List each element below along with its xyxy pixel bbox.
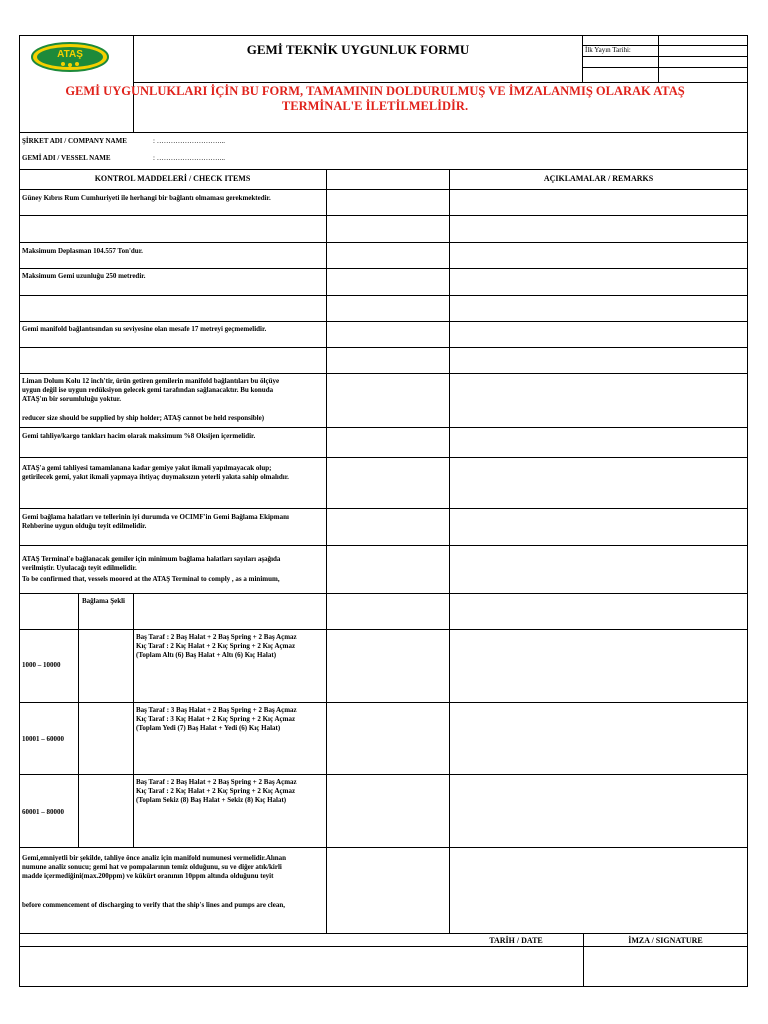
check-item: To be confirmed that, vessels moored at the ATAŞ Terminal to comply , as a minimum, — [22, 575, 280, 583]
vessel-name-field[interactable]: : ………………………... — [153, 154, 225, 162]
check-item: reducer size should be supplied by ship holder; ATAŞ cannot be held responsible) — [22, 414, 265, 422]
company-name-label: ŞİRKET ADI / COMPANY NAME — [22, 137, 127, 145]
table-header-line — [19, 189, 748, 190]
mooring-range: 1000 – 10000 — [22, 661, 61, 669]
check-item: Maksimum Deplasman 104.557 Ton'dur. — [22, 247, 143, 255]
row-line — [19, 347, 748, 348]
header-divider-meta2 — [658, 35, 659, 82]
row-line — [19, 933, 748, 934]
row-line — [19, 593, 748, 594]
header-divider-meta — [582, 35, 583, 82]
row-line — [19, 702, 748, 703]
row-line — [19, 242, 748, 243]
check-item: Gemi manifold bağlantısından su seviyesine olan mesafe 17 metreyi geçmemelidir. — [22, 325, 267, 333]
mooring-range: 10001 – 60000 — [22, 735, 64, 743]
row-line — [19, 268, 748, 269]
first-issue-date-label: İlk Yayın Tarihi: — [585, 46, 631, 54]
check-item: Gemi bağlama halatları ve tellerinin iyi durumda ve OCIMF'in Gemi Bağlama Ekipmanı Rehberine uygun olduğu teyit edilmelidir. — [22, 513, 289, 530]
final-check-item-tr: Gemi,emniyetli bir şekilde, tahliye önce analiz için manifold numunesi vermelidir.Alınan numune analiz sonucu; gemi hat ve pompalarının temiz olduğunu, su ve diğer atık/kirli madde içermediğini(max.200ppm) ve kükürt oranının 10ppm altında olduğunu teyit — [22, 854, 287, 880]
row-line — [19, 295, 748, 296]
ataş-logo — [30, 40, 110, 74]
meta-line-3 — [582, 67, 748, 68]
remarks-header: AÇIKLAMALAR / REMARKS — [543, 174, 654, 183]
table-top-line — [19, 169, 748, 170]
mooring-header: Bağlama Şekli — [82, 597, 125, 605]
mooring-col-divider-1 — [78, 593, 79, 847]
vessel-name-label: GEMİ ADI / VESSEL NAME — [22, 154, 111, 162]
final-check-item-en: before commencement of discharging to verify that the ship's lines and pumps are clean, — [22, 901, 286, 909]
col-divider-2 — [449, 169, 450, 933]
company-top-line — [19, 132, 748, 133]
col-divider-1 — [326, 169, 327, 933]
check-items-header: KONTROL MADDELERİ / CHECK ITEMS — [94, 174, 251, 183]
row-line — [19, 847, 748, 848]
row-line — [19, 215, 748, 216]
row-line — [19, 508, 748, 509]
row-line — [19, 629, 748, 630]
mooring-range: 60001 – 80000 — [22, 808, 64, 816]
meta-line-2 — [582, 56, 748, 57]
check-item: Maksimum Gemi uzunluğu 250 metredir. — [22, 272, 146, 280]
mooring-text: Baş Taraf : 2 Baş Halat + 2 Baş Spring + 2 Baş Açmaz Kıç Taraf : 2 Kıç Halat + 2 Kıç Spring + 2 Kıç Açmaz (Toplam Sekiz (8) Baş Halat + Sekiz (8) Kıç Halat) — [136, 778, 297, 804]
check-item: Güney Kıbrıs Rum Cumhuriyeti ile herhangi bir bağlantı olmaması gerekmektedir. — [22, 194, 271, 202]
svg-text:ATAŞ: ATAŞ — [57, 49, 83, 60]
row-line — [19, 457, 748, 458]
date-field[interactable] — [450, 947, 582, 986]
mooring-col-divider-2 — [133, 593, 134, 847]
header-bottom-line — [133, 82, 748, 83]
row-line — [19, 545, 748, 546]
check-item: ATAŞ Terminal'e bağlanacak gemiler için minimum bağlama halatları sayıları aşağıda verilmiştir. Uyulacağı teyit edilmelidir. — [22, 555, 281, 572]
company-name-field[interactable]: : ………………………... — [153, 137, 225, 145]
row-line — [19, 321, 748, 322]
date-label: TARİH / DATE — [489, 936, 543, 945]
check-item: Liman Dolum Kolu 12 inch'tir, ürün getiren gemilerin manifold bağlantıları bu ölçüye uygun değil ise uygun redüksiyon gelecek gemi tarafından sağlanacaktır. Bu konuda ATAŞ'ın bir sorumluluğu yoktur. — [22, 377, 280, 403]
form-title: GEMİ TEKNİK UYGUNLUK FORMU — [246, 42, 470, 57]
check-item: ATAŞ'a gemi tahliyesi tamamlanana kadar gemiye yakıt ikmali yapılmayacak olup; getirilecek gemi, yakıt ikmali yapmaya ihtiyaç duymaksızın yeterli yakıta sahip olmalıdır. — [22, 464, 289, 481]
row-line — [19, 373, 748, 374]
row-line — [19, 427, 748, 428]
check-item: Gemi tahliye/kargo tankları hacim olarak maksimum %8 Oksijen içermelidir. — [22, 432, 256, 440]
notice-text: GEMİ UYGUNLUKLARI İÇİN BU FORM, TAMAMININ DOLDURULMUŞ VE İMZALANMIŞ OLARAK ATAŞ TERMİNAL'E İLETİLMELİDİR. — [65, 84, 685, 113]
signature-field[interactable] — [584, 947, 747, 986]
row-line — [19, 774, 748, 775]
mooring-text: Baş Taraf : 3 Baş Halat + 2 Baş Spring + 2 Baş Açmaz Kıç Taraf : 3 Kıç Halat + 2 Kıç Spring + 2 Kıç Açmaz (Toplam Yedi (7) Baş Halat + Yedi (6) Kıç Halat) — [136, 706, 297, 732]
mooring-text: Baş Taraf : 2 Baş Halat + 2 Baş Spring + 2 Baş Açmaz Kıç Taraf : 2 Kıç Halat + 2 Kıç Spring + 2 Kıç Açmaz (Toplam Altı (6) Baş Halat + Altı (6) Kıç Halat) — [136, 633, 297, 659]
signature-label: İMZA / SIGNATURE — [628, 936, 703, 945]
